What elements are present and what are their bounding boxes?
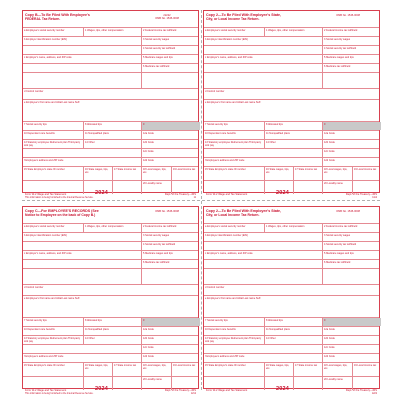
form-row [23,166,198,180]
field-d[interactable]: d Control number [205,285,225,289]
field-blank[interactable] [23,73,141,88]
field-e[interactable]: e Employee's first name and initial Last name Suff. [24,100,81,104]
form-row [23,45,198,54]
field-c[interactable]: c Employer's name, address, and ZIP code [24,251,72,255]
field-b8[interactable]: 8 Allocated tips [83,318,141,326]
field-blank[interactable] [322,73,381,88]
omb-number [139,210,195,213]
form-row [204,157,379,166]
field-b4[interactable]: 4 Social security tax withheld [141,46,200,54]
field-blank[interactable] [141,73,200,88]
form-name: Form W-2 Wage and Tax Statement [25,389,67,392]
form-row [23,72,198,88]
copy-header [206,13,318,27]
form-row [204,268,379,284]
field-blank[interactable] [204,64,322,72]
form-row [23,250,198,259]
form-row [204,166,379,180]
field-b1[interactable]: 1 Wages, tips, other compensation [83,224,141,232]
field-b1[interactable]: 1 Wages, tips, other compensation [264,224,322,232]
field-blank[interactable] [204,73,322,88]
field-b16[interactable]: 16 State wages, tips, etc. [83,363,112,376]
field-d[interactable]: d Control number [24,285,44,289]
form-footer [25,386,196,398]
field-b6[interactable]: 6 Medicare tax withheld [322,260,381,268]
dept-treasury: Dept. of the Treasury—IRS [345,193,377,196]
form-row [23,241,198,250]
field-blank[interactable] [204,345,322,353]
field-b7[interactable]: 7 Social security tips [24,318,47,322]
form-row [23,223,198,232]
field-b15[interactable]: 15 State Employer's state ID number [205,363,246,367]
field-b12c[interactable]: 12c Code [322,345,381,353]
field-b5[interactable]: 5 Medicare wages and tips [322,251,381,259]
field-b4[interactable]: 4 Social security tax withheld [141,242,200,250]
field-b3[interactable]: 3 Social security wages [322,233,381,241]
copy-header [206,209,318,223]
form-row [204,344,379,353]
field-b11[interactable]: 11 Nonqualified plans [264,131,322,139]
field-b14[interactable]: 14 Other [83,140,141,148]
field-b3[interactable]: 3 Social security wages [141,37,200,45]
form-row [23,362,198,376]
form-row [23,54,198,63]
form-row [23,27,198,36]
form-row [23,259,198,268]
form-row [204,241,379,250]
field-b12b[interactable]: 12b Code [322,336,381,344]
form-row [23,36,198,45]
field-b12c[interactable]: 12c Code [141,149,200,157]
field-b12c[interactable]: 12c Code [141,345,200,353]
field-b15[interactable]: 15 State Employer's state ID number [205,167,246,171]
field-b16[interactable]: 16 State wages, tips, etc. [83,167,112,180]
form-row [204,36,379,45]
field-b13[interactable]: 13 Statutory employee Retirement plan Third-party sick pay [205,336,262,343]
field-b1[interactable]: 1 Wages, tips, other compensation [264,28,322,36]
w2-sheet [22,10,380,395]
form-row [204,250,379,259]
copy-subtitle: Notice to Employee on the back of Copy B.) [25,213,96,218]
field-b15[interactable]: 15 State Employer's state ID number [24,167,65,171]
form-row [23,139,198,148]
form-row [204,139,379,148]
field-b7[interactable]: 7 Social security tips [24,122,47,126]
control-code: 22222 [163,14,171,17]
field-b2[interactable]: 2 Federal income tax withheld [322,224,381,232]
form-code: 1112 [372,196,377,199]
field-blank[interactable] [23,149,141,157]
form-row [204,63,379,72]
field-b7[interactable]: 7 Social security tips [205,122,228,126]
field-b5[interactable]: 5 Medicare wages and tips [141,251,200,259]
form-row [23,232,198,241]
field-d[interactable]: d Control number [205,89,225,93]
field-b2[interactable]: 2 Federal income tax withheld [141,28,200,36]
field-b12d[interactable]: 12d Code [141,354,200,362]
form-row [204,180,379,194]
field-b9[interactable]: 9 [322,318,381,326]
field-b12b[interactable]: 12b Code [141,140,200,148]
field-e[interactable]: e Employee's first name and initial Last name Suff. [205,296,262,300]
field-b13[interactable]: 13 Statutory employee Retirement plan Third-party sick pay [205,140,262,147]
field-f[interactable]: f Employee's address and ZIP code [205,158,245,162]
field-b14[interactable]: 14 Other [83,336,141,344]
form-name: Form W-2 Wage and Tax Statement [25,193,67,196]
field-b9[interactable]: 9 [141,122,200,130]
field-b14[interactable]: 14 Other [264,336,322,344]
field-blank[interactable] [204,46,322,54]
field-b12a[interactable]: 12a Code [322,131,381,139]
field-b18[interactable]: 18 Local wages, tips, etc. [322,363,352,376]
field-b12d[interactable]: 12d Code [322,158,381,166]
field-e[interactable]: e Employee's first name and initial Last name Suff. [24,296,81,300]
field-b8[interactable]: 8 Allocated tips [264,318,322,326]
form-row [23,335,198,344]
field-f[interactable]: f Employee's address and ZIP code [205,354,245,358]
field-b[interactable]: b Employer identification number (EIN) [24,37,67,41]
field-f[interactable]: f Employee's address and ZIP code [24,158,64,162]
field-b2[interactable]: 2 Federal income tax withheld [141,224,200,232]
w2-copy-3 [22,206,199,395]
field-a[interactable]: a Employee's social security number [205,224,246,228]
form-row [204,284,379,295]
tax-year: 2024 [276,190,290,196]
field-e[interactable]: e Employee's first name and initial Last name Suff. [205,100,262,104]
field-blank[interactable] [204,242,322,250]
copy-subtitle: FEDERAL Tax Return. [25,17,61,22]
form-row [204,259,379,268]
field-b15[interactable]: 15 State Employer's state ID number [24,363,65,367]
field-b17[interactable]: 17 State income tax [112,167,141,180]
form-row [204,27,379,36]
tax-year: 2024 [95,190,109,196]
form-row [23,353,198,362]
omb-text: OMB No. 1545-0008 [155,17,179,21]
field-b12a[interactable]: 12a Code [322,327,381,335]
field-b17[interactable]: 17 State income tax [293,363,322,376]
copy-title: Copy C—For EMPLOYEE'S RECORDS (See [25,209,99,213]
omb-text: OMB No. 1545-0008 [155,210,179,213]
tax-year: 2024 [95,386,109,392]
form-name: Form W-2 Wage and Tax Statement [206,193,248,196]
field-b9[interactable]: 9 [322,122,381,130]
field-f[interactable]: f Employee's address and ZIP code [24,354,64,358]
field-b11[interactable]: 11 Nonqualified plans [264,327,322,335]
field-b12d[interactable]: 12d Code [322,354,381,362]
form-row [204,353,379,362]
omb-number [139,14,195,21]
form-row [204,72,379,88]
form-footer [206,190,377,202]
form-row [23,130,198,139]
field-b19[interactable]: 19 Local income tax [352,363,381,376]
field-b8[interactable]: 8 Allocated tips [83,122,141,130]
field-b6[interactable]: 6 Medicare tax withheld [141,64,200,72]
dept-treasury: Dept. of the Treasury—IRS [345,389,377,392]
field-b12a[interactable]: 12a Code [141,327,200,335]
form-row [204,232,379,241]
field-blank[interactable] [23,46,141,54]
field-b10[interactable]: 10 Dependent care benefits [24,131,55,135]
form-code: 11 [193,196,196,199]
field-b18[interactable]: 18 Local wages, tips, etc. [322,167,352,180]
field-b14[interactable]: 14 Other [264,140,322,148]
field-b1[interactable]: 1 Wages, tips, other compensation [83,28,141,36]
field-b6[interactable]: 6 Medicare tax withheld [322,64,381,72]
copy-title: Copy 2—To Be Filed With Employee's State, [206,13,282,17]
field-b17[interactable]: 17 State income tax [112,363,141,376]
field-c[interactable]: c Employer's name, address, and ZIP code [205,55,253,59]
field-b20[interactable]: 20 Locality name [322,181,352,194]
form-row [23,326,198,335]
field-b20[interactable]: 20 Locality name [141,181,171,194]
form-row [204,326,379,335]
form-row [23,317,198,326]
form-footer [25,190,196,202]
form-row [23,344,198,353]
field-b11[interactable]: 11 Nonqualified plans [83,131,141,139]
field-b[interactable]: b Employer identification number (EIN) [205,233,248,237]
field-b12b[interactable]: 12b Code [141,336,200,344]
w2-copy-4 [203,206,380,395]
field-blank[interactable] [23,242,141,250]
form-row [204,223,379,232]
field-b10[interactable]: 10 Dependent care benefits [24,327,55,331]
field-blank[interactable] [23,269,141,284]
field-b13[interactable]: 13 Statutory employee Retirement plan Third-party sick pay [24,140,81,147]
field-blank[interactable] [204,149,322,157]
field-blank[interactable] [141,269,200,284]
field-b11[interactable]: 11 Nonqualified plans [83,327,141,335]
field-blank[interactable] [204,260,322,268]
field-c[interactable]: c Employer's name, address, and ZIP code [205,251,253,255]
field-b4[interactable]: 4 Social security tax withheld [322,242,381,250]
irs-note: This information is being furnished to the Internal Revenue Service. [25,392,94,395]
dept-treasury: Dept. of the Treasury—IRS [164,389,196,392]
omb-number [320,14,376,17]
field-blank[interactable] [23,345,141,353]
copy-title: Copy 2—To Be Filed With Employee's State, [206,209,282,213]
form-row [204,362,379,376]
form-code: 1222 [371,392,377,395]
form-row [204,99,379,121]
field-a[interactable]: a Employee's social security number [24,28,65,32]
form-row [204,335,379,344]
field-blank[interactable] [23,64,141,72]
field-b3[interactable]: 3 Social security wages [141,233,200,241]
field-b16[interactable]: 16 State wages, tips, etc. [264,363,293,376]
field-b12d[interactable]: 12d Code [141,158,200,166]
dept-treasury: Dept. of the Treasury—IRS [164,193,196,196]
omb-number [320,210,376,213]
field-b10[interactable]: 10 Dependent care benefits [205,131,236,135]
field-blank[interactable] [23,260,141,268]
form-row [204,54,379,63]
form-row [23,268,198,284]
copy-subtitle: City, or Local Income Tax Return. [206,17,260,22]
field-b12c[interactable]: 12c Code [322,149,381,157]
field-a[interactable]: a Employee's social security number [205,28,246,32]
field-b17[interactable]: 17 State income tax [293,167,322,180]
field-b7[interactable]: 7 Social security tips [205,318,228,322]
field-b16[interactable]: 16 State wages, tips, etc. [264,167,293,180]
field-blank[interactable] [204,269,322,284]
form-row [204,295,379,317]
form-row [23,99,198,121]
field-b5[interactable]: 5 Medicare wages and tips [322,55,381,63]
form-row [204,130,379,139]
field-b3[interactable]: 3 Social security wages [322,37,381,45]
w2-copy-1 [22,10,199,199]
field-b5[interactable]: 5 Medicare wages and tips [141,55,200,63]
form-row [204,45,379,54]
field-b18[interactable]: 18 Local wages, tips, etc. [141,363,171,376]
form-row [204,148,379,157]
form-row [23,121,198,130]
field-b19[interactable]: 19 Local income tax [171,167,200,180]
copy-header [25,209,137,223]
irs-note: This information is being furnished to the Internal Revenue Service. [25,196,94,199]
form-row [204,88,379,99]
form-row [23,376,198,390]
field-b8[interactable]: 8 Allocated tips [264,122,322,130]
form-row [23,148,198,157]
field-b9[interactable]: 9 [141,318,200,326]
field-b4[interactable]: 4 Social security tax withheld [322,46,381,54]
form-row [23,180,198,194]
field-b20[interactable]: 20 Locality name [322,377,352,390]
field-b[interactable]: b Employer identification number (EIN) [24,233,67,237]
field-blank[interactable] [322,269,381,284]
form-name: Form W-2 Wage and Tax Statement [206,389,248,392]
field-b12b[interactable]: 12b Code [322,140,381,148]
copy-header [25,13,137,27]
form-row [23,157,198,166]
field-b18[interactable]: 18 Local wages, tips, etc. [141,167,171,180]
form-row [204,376,379,390]
field-b19[interactable]: 19 Local income tax [352,167,381,180]
form-row [23,88,198,99]
tax-year: 2024 [276,386,290,392]
field-b13[interactable]: 13 Statutory employee Retirement plan Third-party sick pay [24,336,81,343]
form-row [204,121,379,130]
form-code: 1212 [190,392,196,395]
field-b12a[interactable]: 12a Code [141,131,200,139]
field-c[interactable]: c Employer's name, address, and ZIP code [24,55,72,59]
field-a[interactable]: a Employee's social security number [24,224,65,228]
form-row [23,295,198,317]
vertical-perforation [201,10,202,390]
copy-subtitle: City, or Local Income Tax Return. [206,213,260,218]
form-row [204,317,379,326]
field-b2[interactable]: 2 Federal income tax withheld [322,28,381,36]
form-row [23,63,198,72]
field-b6[interactable]: 6 Medicare tax withheld [141,260,200,268]
field-b19[interactable]: 19 Local income tax [171,363,200,376]
field-b10[interactable]: 10 Dependent care benefits [205,327,236,331]
form-row [23,284,198,295]
w2-copy-2 [203,10,380,199]
omb-text: OMB No. 1545-0008 [336,14,360,17]
field-b20[interactable]: 20 Locality name [141,377,171,390]
form-footer [206,386,377,398]
copy-title: Copy B—To Be Filed With Employee's [25,13,90,17]
field-d[interactable]: d Control number [24,89,44,93]
field-b[interactable]: b Employer identification number (EIN) [205,37,248,41]
omb-text: OMB No. 1545-0008 [336,210,360,213]
